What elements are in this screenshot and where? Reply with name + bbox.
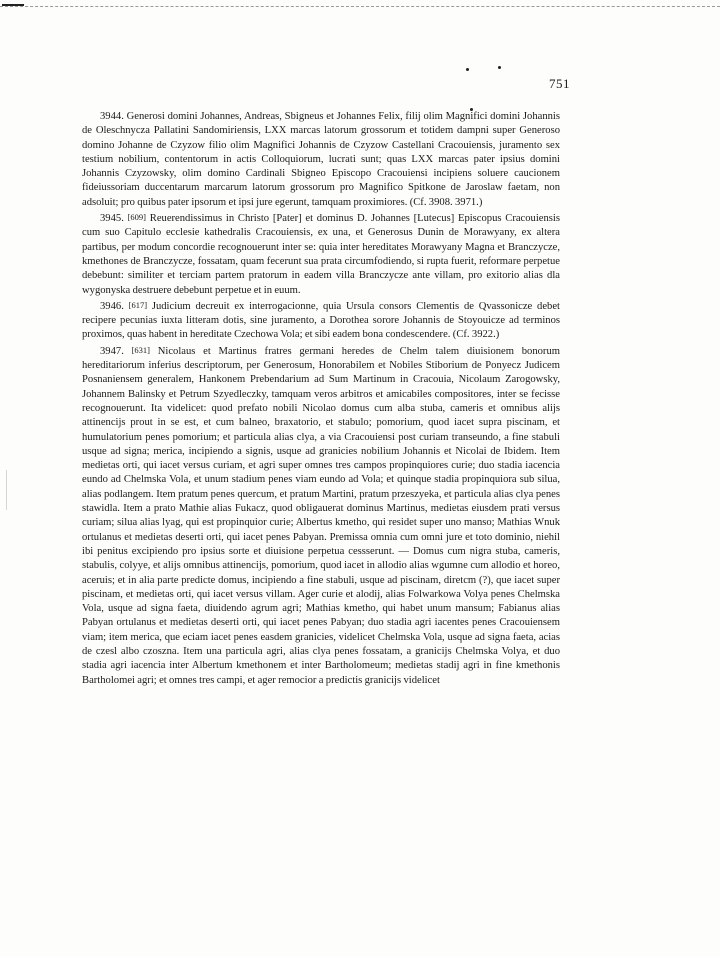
entry-text: Reuerendissimus in Christo [Pater] et dominus D. Johannes [Lutecus] Episcopus Cracouiensis cum suo Capitulo ecclesie kathedralis Cracouiensis, ex una, et Generosus Dunin de Morawyany, ex altera partibus, per modum concordie recognouerunt inter se: quia inter hereditates Morawyany Magna et Branczycze, kmethones de Branczycze, fossatam, quam fecerunt sua prata circumfodiendo, si rupta fuerit, reformare perpetue debebunt: similiter et terciam partem pratorum in eadem villa Branczycze ante villam, pro exitorio alias dla wygonyska destruere debebunt perpetue et in euum.	[82, 213, 560, 296]
scan-shadow	[6, 470, 7, 510]
entry-number: 3946.	[100, 300, 124, 312]
entry-note: [617]	[128, 299, 148, 310]
entry-number: 3944.	[100, 111, 124, 122]
entry-note: [609]	[127, 212, 147, 223]
page-number: 751	[549, 76, 570, 91]
entry-text: Generosi domini Johannes, Andreas, Sbigneus et Johannes Felix, filij olim Magnifici domini Johannis de Oleschnycza Pallatini Sandomiriensis, LXX marcas latorum grossorum et totidem dampni super Generoso domino Johanne de Czyzow filio olim Magnifici Johannis de Czyzow Castellani Cracouiensis, juramento sex testium nobilium, contentorum in actis Colloquiorum, lucrati sunt; quas LXX marcas pater ipsius domini Johannis Czyzowsky, olim domino Cardinali Sbigneo Episcopo Cracouiensi incipiens soluere caucionem fideiussoriam duccentarum marcarum latorum grossorum pro Magnifico Spitkone de Jaroslaw faetam, non adsoluit; pro quibus pater ipsorum et ipsi jure egerunt, tamquam proximiores. (Cf. 3908. 3971.)	[82, 111, 560, 208]
page-top-edge	[0, 6, 720, 7]
entry-number: 3945.	[100, 213, 124, 225]
scan-speck	[498, 66, 501, 69]
entry-text: Judicium decreuit ex interrogacionne, quia Ursula consors Clementis de Qvassonicze debet recipere pecunias iuxta litteram dotis, sine juramento, a Dorothea sorore Johannis de Stoyouicze ad terminos proximos, quas habent in hereditate Czechowa Vola; et sibi eadem bona condescendere. (Cf. 3922.)	[82, 300, 560, 341]
entry-3945	[82, 210, 560, 298]
scan-corner-mark	[2, 4, 24, 6]
main-text	[82, 108, 560, 688]
entry-number: 3947.	[100, 345, 124, 357]
entry-3944	[82, 108, 560, 210]
entry-3946	[82, 298, 560, 343]
entry-note: [631]	[131, 344, 151, 355]
scan-speck	[466, 68, 469, 71]
entry-3947	[82, 343, 560, 688]
entry-text: Nicolaus et Martinus fratres germani heredes de Chelm talem diuisionem bonorum hereditariorum inferius descriptorum, per Generosum, Honorabilem et Nobiles Stiborium de Ponyecz Judicem Posnaniensem generalem, Hankonem Prebendarium ad Sum Martinum in Cracouia, Nicolaum Zarogowsky, Johannem Balinsky et Petrum Szyedleczky, tamquam veros arbitros et amicabiles compositores, inter se fecisse recognouerunt. Ita videlicet: quod prefato nobili Nicolao domus cum alba stuba, cameris et omnibus alijs attinencijs prout in se est, et cum balneo, braxatorio, et stabulo; pomorium, quod iacet supra piscinam, et humulatorium penes pomorium; et particula alias clya, a via Cracouiensi post curiam transeundo, a fine stabuli usque ad signa; merica, incipiendo a signis, usque ad granicies nobilium Johannis et Nicolai de Ibidem. Item medietas orti, qui iacet versus curiam, et agri super omnes tres campos propinquiores curie; duo stadia iacencia eundo ad Chelmska Vola, et unum stadium penes viam eundo ad Vola; et quinque stadia propinquiora sub silua, alias podlangem. Item pratum penes quercum, et pratum Martini, pratum przeszyeka, et particula alias clya penes stawidla. Item a prato Mathie alias Fukacz, quod obligauerat dominus Martinus, medietas eiusdem prati versus curiam; silua alias lyag, qui est propinquior curie; Albertus kmetho, qui residet super uno manso; Mathias Wnuk ortulanus et medietas deserti orti, qui iacet penes Pabyan. Premissa omnia cum omni jure et toto dominio, niehil ibi penitus excipiendo pro ipsius sorte et diuisione perpetua cessserunt. — Domus cum nigra stuba, cameris, stabulis, colyye, et alijs omnibus attinencijs, pomorium, quod iacet in allodio alias wgumne cum allodio et horeo, aceruis; et in alia parte predicte domus, incipiendo a fine stabuli, usque ad piscinam, diretcm (?), que iacet super piscinam, et medietas orti, qui iacet versus villam. Ager curie et alodij, alias Folwarkowa Volya penes Chelmska Vola, usque ad signa faeta, diuidendo agrum agri; Mathias kmetho, qui habet unum mansum; Fabianus alias Pabyan ortulanus et medietas deserti orti, qui iacet penes Pabyan; duo stadia agri iacentes penes Cracouiensem viam; item merica, que eciam iacet penes easdem granicies, videlicet Chelmska Vola, usque ad signa faeta, acias de czesl albo czoszna. Item una particula agri, alias clya penes fossatam, a granicijs Chelmska Volya, et duo stadia agri iacencia inter Albertum kmethonem et inter Bartholomeum; medietas stadij agri in fine kmethonis Bartholomei agri; et omnes tres campi, et ager remocior a predictis granicijs videlicet	[82, 345, 560, 686]
